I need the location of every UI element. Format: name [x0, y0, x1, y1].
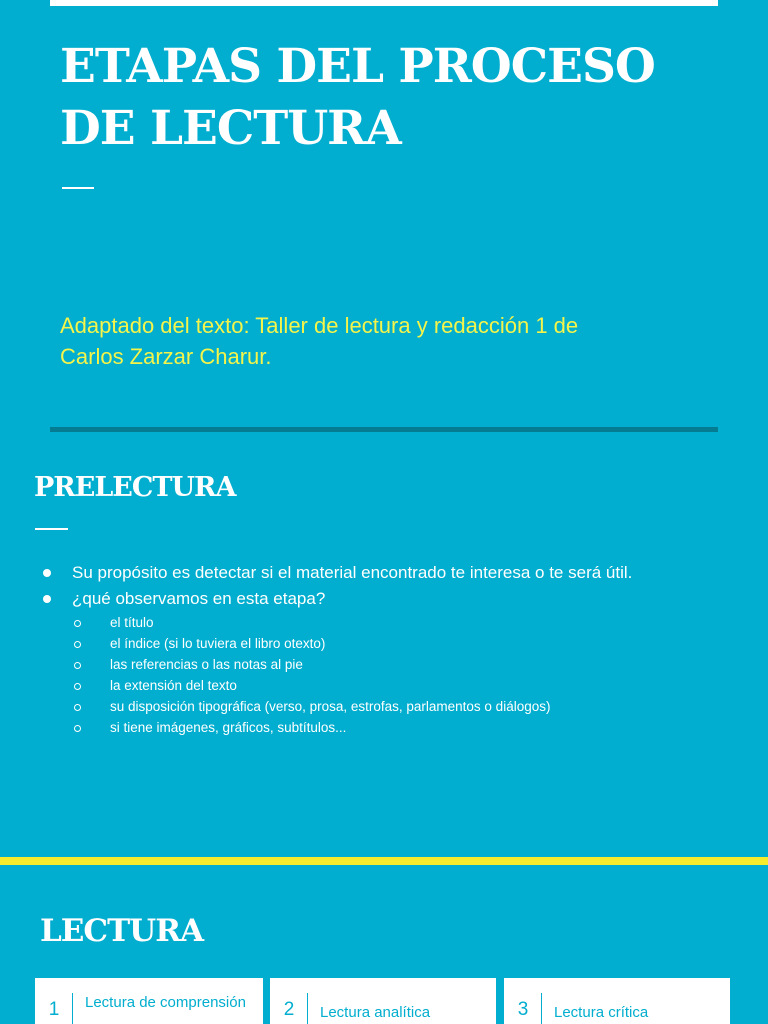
subtitle-line-1: Adaptado del texto: Taller de lectura y redacción 1 de: [60, 313, 579, 338]
lectura-card-critica: [504, 978, 730, 1024]
sub-item: si tiene imágenes, gráficos, subtítulos...: [72, 717, 740, 738]
bullet-observe-text: ¿qué observamos en esta etapa?: [72, 589, 326, 608]
prelectura-bullet-list: [40, 560, 740, 738]
title-underline: [62, 187, 94, 189]
card-number: 3: [517, 999, 529, 1020]
prelectura-heading: PRELECTURA: [34, 472, 236, 503]
sub-item: la extensión del texto: [72, 675, 740, 696]
bullet-purpose-text: Su propósito es detectar si el material encontrado te interesa o te será útil.: [72, 563, 633, 582]
card-label: Lectura de comprensión: [85, 994, 246, 1011]
slide-divider: [50, 427, 718, 432]
sub-item: su disposición tipográfica (verso, prosa, estrofas, parlamentos o diálogos): [72, 696, 740, 717]
bullet-purpose: [40, 560, 740, 586]
card-number: 1: [48, 999, 60, 1020]
accent-band: [0, 857, 768, 865]
sub-item: el índice (si lo tuviera el libro otexto): [72, 633, 740, 654]
lectura-heading: LECTURA: [40, 913, 204, 949]
sub-item: el título: [72, 612, 740, 633]
prelectura-underline: [35, 528, 68, 530]
slide-title-line-1: ETAPAS DEL PROCESO: [60, 39, 655, 94]
card-label: Lectura analítica: [320, 1004, 431, 1021]
card-label: Lectura crítica: [554, 1004, 649, 1021]
card-divider: [72, 993, 73, 1024]
subtitle-line-2: Carlos Zarzar Charur.: [60, 344, 272, 369]
sub-item: las referencias o las notas al pie: [72, 654, 740, 675]
slide-subtitle: [60, 310, 720, 372]
card-divider: [307, 993, 308, 1024]
lectura-card-comprension: [35, 978, 263, 1024]
card-divider: [541, 993, 542, 1024]
top-border: [50, 0, 718, 6]
lectura-card-analitica: [270, 978, 496, 1024]
slide-title-line-2: DE LECTURA: [60, 101, 401, 156]
bullet-observe: [40, 586, 740, 738]
observe-sub-list: [72, 612, 740, 738]
slide-title: [60, 36, 700, 160]
card-number: 2: [283, 999, 295, 1020]
